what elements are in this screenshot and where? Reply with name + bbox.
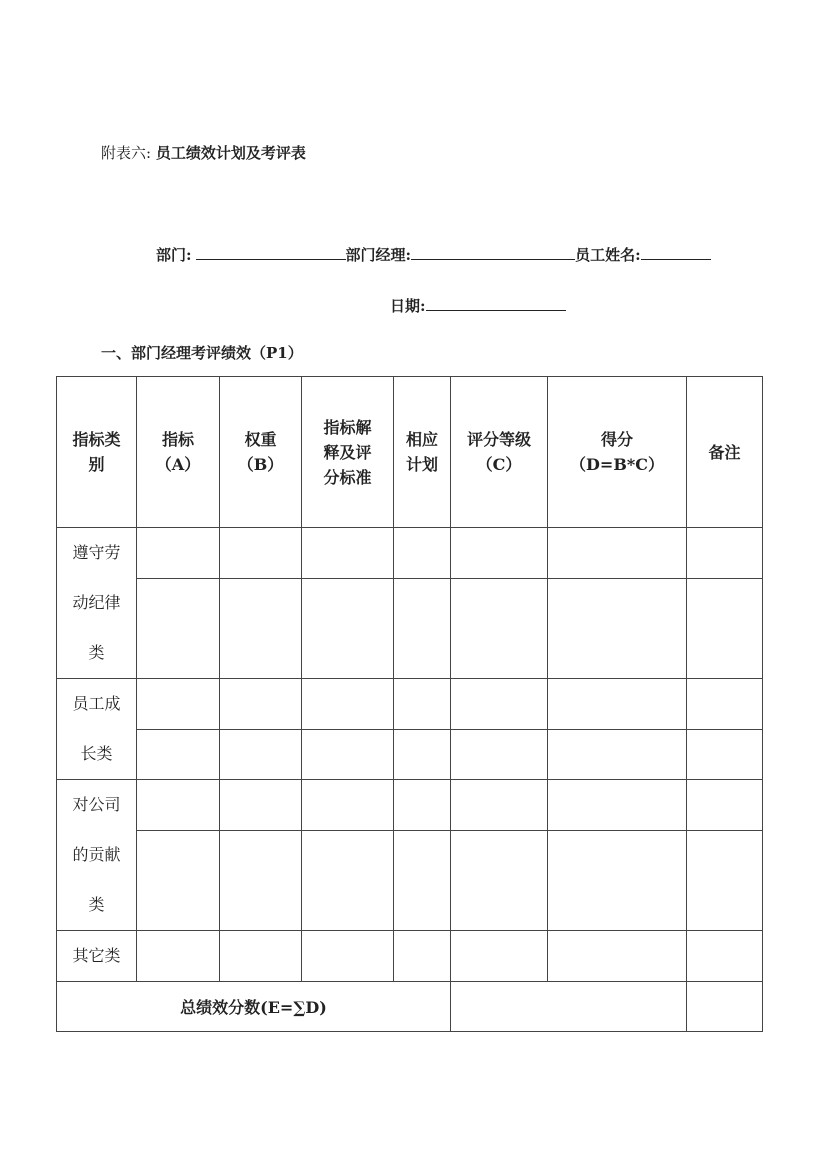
cell-grade[interactable] [451, 528, 548, 579]
cell-score[interactable] [548, 579, 687, 679]
header-score: 得分 （D=B*C） [548, 377, 687, 528]
cell-weight[interactable] [220, 931, 302, 982]
employee-label: 员工姓名: [575, 246, 641, 264]
cell-score[interactable] [548, 730, 687, 780]
employee-field[interactable] [641, 243, 711, 260]
total-row [57, 982, 763, 1032]
cell-weight[interactable] [220, 780, 302, 831]
cell-explanation[interactable] [302, 679, 394, 730]
cell-plan[interactable] [394, 931, 451, 982]
evaluation-table [56, 376, 763, 1032]
manager-label: 部门经理: [345, 246, 412, 264]
category-contribution: 对公司 的贡献 类 [57, 780, 137, 931]
category-other: 其它类 [57, 931, 137, 982]
cell-note[interactable] [687, 831, 763, 931]
cell-explanation[interactable] [302, 780, 394, 831]
cell-score[interactable] [548, 831, 687, 931]
cell-plan[interactable] [394, 730, 451, 780]
cell-weight[interactable] [220, 579, 302, 679]
cell-grade[interactable] [451, 931, 548, 982]
cell-weight[interactable] [220, 831, 302, 931]
cell-indicator[interactable] [137, 831, 220, 931]
total-value-cell[interactable] [451, 982, 687, 1032]
total-note-cell[interactable] [687, 982, 763, 1032]
cell-plan[interactable] [394, 679, 451, 730]
cell-note[interactable] [687, 730, 763, 780]
cell-indicator[interactable] [137, 730, 220, 780]
title-main: 员工绩效计划及考评表 [155, 144, 306, 162]
cell-plan[interactable] [394, 780, 451, 831]
manager-field[interactable] [411, 243, 575, 260]
table-row [57, 579, 763, 679]
cell-weight[interactable] [220, 679, 302, 730]
cell-indicator[interactable] [137, 579, 220, 679]
cell-indicator[interactable] [137, 528, 220, 579]
department-label: 部门: [156, 246, 192, 264]
category-discipline: 遵守劳 动纪律 类 [57, 528, 137, 679]
cell-explanation[interactable] [302, 579, 394, 679]
header-grade: 评分等级 （C） [451, 377, 548, 528]
cell-explanation[interactable] [302, 730, 394, 780]
date-line [390, 294, 566, 316]
cell-score[interactable] [548, 528, 687, 579]
header-row [57, 377, 763, 528]
cell-plan[interactable] [394, 831, 451, 931]
cell-grade[interactable] [451, 579, 548, 679]
cell-plan[interactable] [394, 579, 451, 679]
cell-grade[interactable] [451, 831, 548, 931]
cell-score[interactable] [548, 931, 687, 982]
cell-indicator[interactable] [137, 679, 220, 730]
cell-explanation[interactable] [302, 831, 394, 931]
cell-indicator[interactable] [137, 780, 220, 831]
cell-weight[interactable] [220, 730, 302, 780]
date-field[interactable] [426, 294, 566, 311]
header-explanation: 指标解 释及评 分标准 [302, 377, 394, 528]
section-title: 一、部门经理考评绩效（P1） [101, 344, 303, 362]
category-growth: 员工成 长类 [57, 679, 137, 780]
date-label: 日期: [390, 297, 426, 315]
cell-indicator[interactable] [137, 931, 220, 982]
header-category: 指标类 别 [57, 377, 137, 528]
cell-grade[interactable] [451, 730, 548, 780]
table-row [57, 528, 763, 579]
cell-score[interactable] [548, 780, 687, 831]
page-title [101, 143, 306, 163]
header-indicator: 指标 （A） [137, 377, 220, 528]
header-plan: 相应 计划 [394, 377, 451, 528]
table-row [57, 730, 763, 780]
cell-note[interactable] [687, 931, 763, 982]
cell-grade[interactable] [451, 679, 548, 730]
total-label: 总绩效分数(E=∑D) [57, 982, 451, 1032]
cell-note[interactable] [687, 528, 763, 579]
cell-note[interactable] [687, 780, 763, 831]
cell-note[interactable] [687, 679, 763, 730]
header-note: 备注 [687, 377, 763, 528]
cell-weight[interactable] [220, 528, 302, 579]
header-weight: 权重 （B） [220, 377, 302, 528]
cell-grade[interactable] [451, 780, 548, 831]
cell-score[interactable] [548, 679, 687, 730]
table-row [57, 931, 763, 982]
title-prefix: 附表六: [101, 144, 152, 162]
cell-note[interactable] [687, 579, 763, 679]
cell-plan[interactable] [394, 528, 451, 579]
cell-explanation[interactable] [302, 931, 394, 982]
info-line [156, 243, 711, 265]
table-row [57, 831, 763, 931]
table-row [57, 780, 763, 831]
department-field[interactable] [196, 243, 346, 260]
table-row [57, 679, 763, 730]
cell-explanation[interactable] [302, 528, 394, 579]
